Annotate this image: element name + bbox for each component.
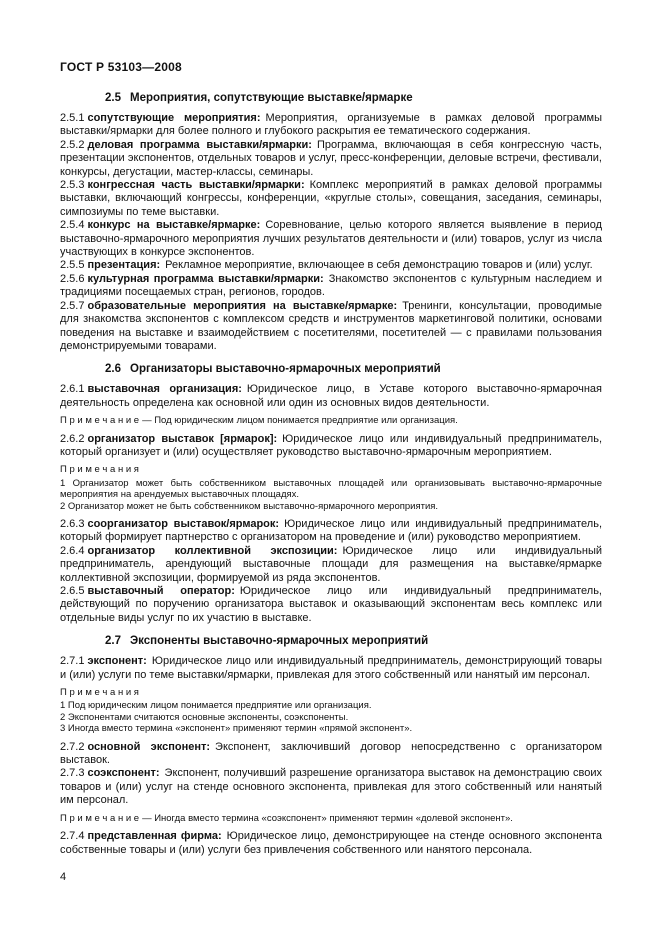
- note-item: 1 Под юридическим лицом понимается предприятие или организация.: [60, 700, 372, 712]
- note-item: 2 Экспонентами считаются основные экспоненты, соэкспоненты.: [60, 711, 349, 723]
- term-title: презентация:: [87, 259, 161, 272]
- term-definition: Программа, включающая в себя конгрессную часть, презентации экспонентов, отдельных товаров и услуг, пресс-конференции, деловые встречи, фестивали, конкурсы, дегустации, мастер-классы, семинары.: [60, 138, 602, 178]
- term-entry: [60, 139, 602, 179]
- notes-label: П р и м е ч а н и я: [60, 464, 139, 476]
- term-entry: [60, 300, 602, 354]
- term-number: 2.5.7: [60, 299, 85, 312]
- term-definition: Юридическое лицо или индивидуальный предприниматель, который формирует партнерство с организатором на проведение и (или) руководство мероприятием.: [60, 517, 603, 544]
- term-entry: [60, 655, 602, 682]
- section-heading: [105, 363, 602, 375]
- note-item: 1 Организатор может быть собственником выставочных площадей или организовывать выставочно-ярмарочные мероприятия на арендуемых выставочных площадях.: [60, 477, 602, 501]
- term-number: 2.6.1: [60, 383, 85, 396]
- section-number: 2.6: [105, 363, 121, 376]
- note-text: — Под юридическим лицом понимается предприятие или организация.: [142, 415, 458, 427]
- term-title: соорганизатор выставок/ярмарок:: [87, 517, 280, 530]
- note-item: 3 Иногда вместо термина «экспонент» применяют термин «прямой экспонент».: [60, 723, 413, 735]
- page-number: 4: [60, 870, 67, 883]
- term-entry: [60, 179, 602, 219]
- term-number: 2.5.6: [60, 272, 85, 285]
- term-definition: Юридическое лицо или индивидуальный предприниматель, который организует и (или) осуществляет руководство выставочно-ярмарочным мероприятием.: [60, 432, 603, 458]
- term-definition: Юридическое лицо, в Уставе которого выставочно-ярмарочная деятельность определена как основной или один из основных видов деятельности.: [60, 383, 602, 409]
- term-definition: Экспонент, получивший разрешение организатора выставок на демонстрацию своих товаров и (или) услуг на стенде основного экспонента, привлекая для этого собственный или нанятый им персонал.: [60, 767, 602, 807]
- term-number: 2.6.3: [60, 517, 85, 530]
- term-title: сопутствующие мероприятия:: [87, 112, 261, 124]
- term-entry: [60, 545, 602, 585]
- term-title: конкурс на выставке/ярмарке:: [87, 219, 261, 232]
- term-definition: Экспонент, заключивший договор непосредственно с организатором выставок.: [60, 740, 603, 767]
- term-definition: Юридическое лицо или индивидуальный предприниматель, арендующий выставочные площади для размещения на выставке/ярмарке коллективной экспозиции, формируемой из ряда экспонентов.: [60, 544, 602, 584]
- term-title: образовательные мероприятия на выставке/ярмарке:: [87, 299, 398, 312]
- term-definition: Комплекс мероприятий в рамках деловой программы выставки, включающий конгрессы, конференции, «круглые столы», совещания, заседания, семинары, симпозиумы по теме выставки.: [60, 179, 603, 218]
- term-entry: [60, 112, 602, 139]
- term-entry: [60, 433, 602, 460]
- term-number: 2.6.5: [60, 585, 85, 597]
- note-item: 2 Организатор может не быть собственником выставочно-ярмарочного мероприятия.: [60, 500, 439, 512]
- term-entry: [60, 273, 602, 300]
- term-title: конгрессная часть выставки/ярмарки:: [87, 179, 305, 192]
- term-entry: [60, 830, 602, 857]
- term-title: основной экспонент:: [87, 740, 211, 753]
- doc-header: ГОСТ Р 53103—2008: [60, 60, 182, 74]
- term-title: культурная программа выставки/ярмарки:: [87, 272, 324, 285]
- term-definition: Соревнование, целью которого является выявление в период выставочно-ярмарочного мероприятия лучших результатов деятельности и (или) товаров, услуг из числа участвующих в конкурсе экспонентов.: [60, 219, 602, 259]
- term-entry: [60, 259, 602, 272]
- notes-block: [60, 687, 602, 735]
- section-number: 2.5: [105, 92, 121, 104]
- term-title: выставочный оператор:: [87, 585, 235, 597]
- section-title: Мероприятия, сопутствующие выставке/ярмарке: [130, 92, 413, 104]
- section-heading: [105, 635, 602, 647]
- term-title: экспонент:: [87, 655, 147, 668]
- term-definition: Юридическое лицо или индивидуальный предприниматель, демонстрирующий товары и (или) услуги по теме выставки/ярмарки, привлекая для этого собственный или нанятый им персонал.: [60, 655, 602, 681]
- term-number: 2.5.3: [60, 179, 85, 192]
- term-entry: [60, 383, 602, 410]
- note-label: П р и м е ч а н и е: [60, 415, 140, 427]
- term-number: 2.5.1: [60, 112, 85, 124]
- section-title: Экспоненты выставочно-ярмарочных мероприятий: [130, 635, 429, 648]
- term-number: 2.5.4: [60, 219, 85, 232]
- term-number: 2.7.4: [60, 830, 85, 843]
- term-number: 2.7.1: [60, 655, 85, 668]
- term-definition: Рекламное мероприятие, включающее в себя демонстрацию товаров и (или) услуг.: [165, 259, 593, 272]
- term-title: деловая программа выставки/ярмарки:: [87, 138, 312, 151]
- term-title: представленная фирма:: [87, 830, 222, 843]
- section-heading: [105, 92, 602, 104]
- term-number: 2.7.2: [60, 740, 85, 753]
- term-entry: [60, 741, 602, 768]
- notes-block: [60, 464, 602, 512]
- section-number: 2.7: [105, 635, 121, 648]
- note: [60, 415, 602, 426]
- term-number: 2.5.2: [60, 138, 85, 151]
- term-number: 2.6.2: [60, 432, 85, 445]
- term-title: выставочная организация:: [87, 383, 242, 396]
- term-entry: [60, 518, 602, 545]
- note-label: П р и м е ч а н и е: [60, 812, 140, 824]
- term-definition: Юридическое лицо, демонстрирующее на стенде основного экспонента собственные товары и (или) услуги без привлечения собственного или нанятого персонала.: [60, 830, 602, 856]
- note-text: — Иногда вместо термина «соэкспонент» применяют термин «долевой экспонент».: [142, 812, 513, 824]
- term-definition: Юридическое лицо или индивидуальный предприниматель, действующий по поручению организатора выставок и оказывающий экспонентам весь комплекс или отдельные виды услуг по их участию в выставке.: [60, 585, 602, 624]
- document-page: [60, 60, 602, 894]
- term-definition: Мероприятия, организуемые в рамках деловой программы выставки/ярмарки для более полного и глубокого раскрытия ее тематического содержания.: [60, 112, 603, 138]
- term-number: 2.5.5: [60, 259, 85, 272]
- notes-label: П р и м е ч а н и я: [60, 687, 139, 699]
- term-title: организатор коллективной экспозиции:: [87, 544, 338, 557]
- term-definition: Знакомство экспонентов с культурным наследием и традициями посещаемых стран, регионов, городов.: [60, 272, 602, 299]
- note: [60, 813, 602, 824]
- term-title: организатор выставок [ярмарок]:: [87, 432, 278, 445]
- term-entry: [60, 219, 602, 259]
- term-definition: Тренинги, консультации, проводимые для знакомства экспонентов с комплексом средств и инструментов маркетинговой политики, основами поведения на выставке и взаимодействием с посетителями, посетителей — с правилами пользования демонстрируемыми товарами.: [60, 299, 603, 352]
- term-number: 2.6.4: [60, 544, 85, 557]
- term-entry: [60, 585, 602, 625]
- section-title: Организаторы выставочно-ярмарочных мероприятий: [130, 363, 441, 376]
- term-title: соэкспонент:: [87, 767, 160, 780]
- term-number: 2.7.3: [60, 767, 85, 780]
- term-entry: [60, 767, 602, 807]
